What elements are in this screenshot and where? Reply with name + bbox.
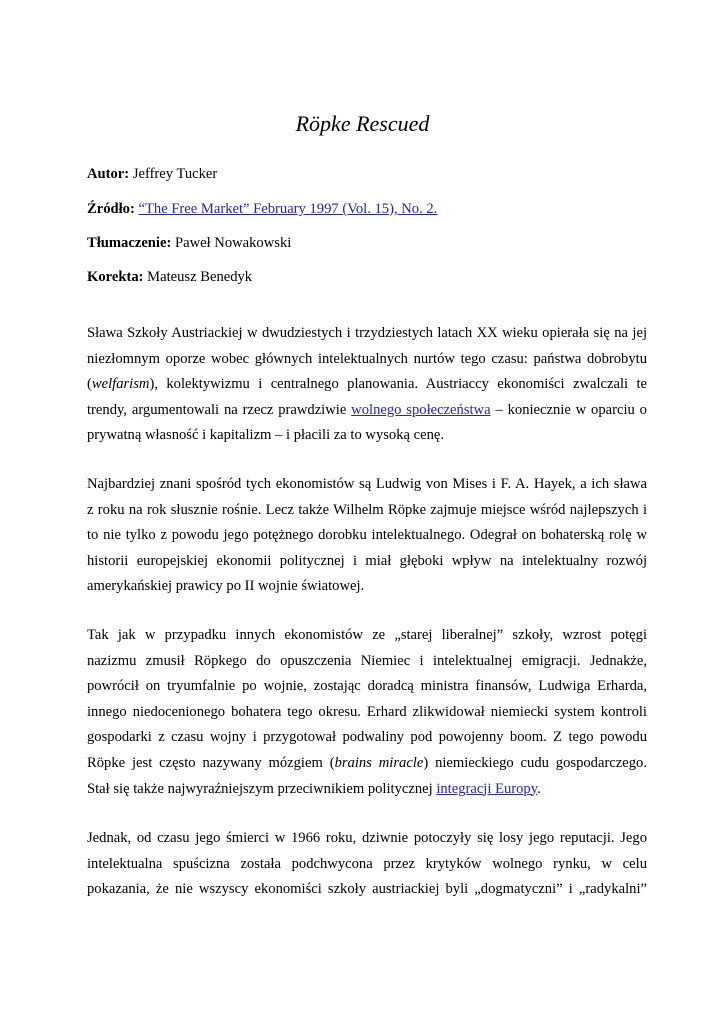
paragraph-line (87, 372, 647, 398)
paragraph-line: historii europejskiej ekonomii politycznej i miał głęboki wpływ na intelektualny rozwój (87, 552, 647, 569)
paragraph-line: intelektualna spuścizna została podchwycona przez krytyków wolnego rynku, w celu (87, 855, 647, 872)
proofreading-label: Korekta: (87, 269, 144, 285)
paragraph-line (87, 777, 647, 803)
european-integration-link[interactable]: integracji Europy (436, 780, 538, 797)
source-line (87, 199, 437, 219)
text-fragment: trendy, argumentowali na rzecz prawdziwie (87, 401, 352, 418)
author-name: Jeffrey Tucker (132, 166, 218, 182)
free-society-link[interactable]: wolnego społeczeństwa (351, 401, 491, 418)
paragraph-line: Sława Szkoły Austriackiej w dwudziestych i trzydziestych latach XX wieku opierała się na jej (87, 325, 647, 341)
paragraph-line: prywatną własność i kapitalizm – i płacili za to wysoką cenę. (87, 427, 445, 444)
paragraph-line: innego niedocenionego bohatera tego okresu. Erhard zlikwidował niemiecki system kontroli (87, 703, 647, 720)
text-fragment: ), kolektywizmu i centralnego planowania. Austriaccy ekonomiści zwalczali te (149, 376, 647, 393)
text-fragment: ) niemieckiego cudu gospodarczego. (423, 754, 647, 771)
paragraph-line (87, 751, 647, 777)
paragraph-line (87, 398, 647, 424)
text-fragment: . (537, 780, 541, 797)
text-fragment: – koniecznie w oparciu o (490, 401, 647, 418)
source-label: Źródło: (87, 201, 135, 217)
paragraph-line: Tak jak w przypadku innych ekonomistów ze „starej liberalnej” szkoły, wzrost potęgi (87, 627, 647, 643)
translator-name: Paweł Nowakowski (174, 235, 292, 251)
paragraph-line: gospodarki z czasu wojny i przygotował podwaliny pod powojenny boom. Z tego powodu (87, 729, 647, 746)
italic-term: welfarism (91, 376, 150, 393)
translation-line (87, 233, 291, 253)
paragraph-1 (87, 321, 647, 449)
author-label: Autor: (87, 166, 130, 182)
paragraph-line: niezłomnym oporze wobec głównych intelektualnych nurtów tego czasu: państwa dobrobytu (87, 350, 647, 367)
paragraph-line: to nie tylko z powodu jego potężnego dorobku intelektualnego. Odegrał on bohaterską rolę w (87, 527, 647, 544)
text-fragment: Stał się także najwyraźniejszym przeciwnikiem politycznej (87, 780, 437, 797)
text-fragment: ( (87, 376, 92, 393)
paragraph-line: amerykańskiej prawicy po II wojnie światowej. (87, 578, 365, 595)
source-link[interactable]: “The Free Market” February 1997 (Vol. 15), No. 2. (138, 201, 438, 217)
paragraph-line: Najbardziej znani spośród tych ekonomistów są Ludwig von Mises i F. A. Hayek, a ich sława (87, 476, 647, 492)
paragraph-line: z roku na rok słusznie rośnie. Lecz także Wilhelm Röpke zajmuje miejsce wśród najlepszych i (87, 501, 647, 518)
paragraph-2 (87, 472, 647, 600)
paragraph-line: nazizmu zmusił Röpkego do opuszczenia Niemiec i intelektualnej emigracji. Jednakże, (87, 652, 647, 669)
paragraph-line: powrócił on tryumfalnie po wojnie, zostając doradcą ministra finansów, Ludwiga Erharda, (87, 678, 647, 695)
translation-label: Tłumaczenie: (87, 235, 172, 251)
paragraph-4 (87, 826, 647, 903)
document-title: Röpke Rescued (295, 111, 430, 136)
paragraph-3 (87, 623, 647, 802)
text-fragment: Röpke jest często nazywany mózgiem ( (87, 754, 335, 771)
paragraph-line: Jednak, od czasu jego śmierci w 1966 roku, dziwnie potoczyły się losy jego reputacji. Jego (87, 830, 647, 846)
author-line (87, 164, 217, 184)
paragraph-line: pokazania, że nie wszyscy ekonomiści szkoły austriackiej byli „dogmatyczni” i „radykalni” (87, 881, 647, 898)
proofreading-line (87, 267, 252, 287)
proofreader-name: Mateusz Benedyk (147, 269, 253, 285)
italic-term: brains miracle (334, 754, 424, 771)
